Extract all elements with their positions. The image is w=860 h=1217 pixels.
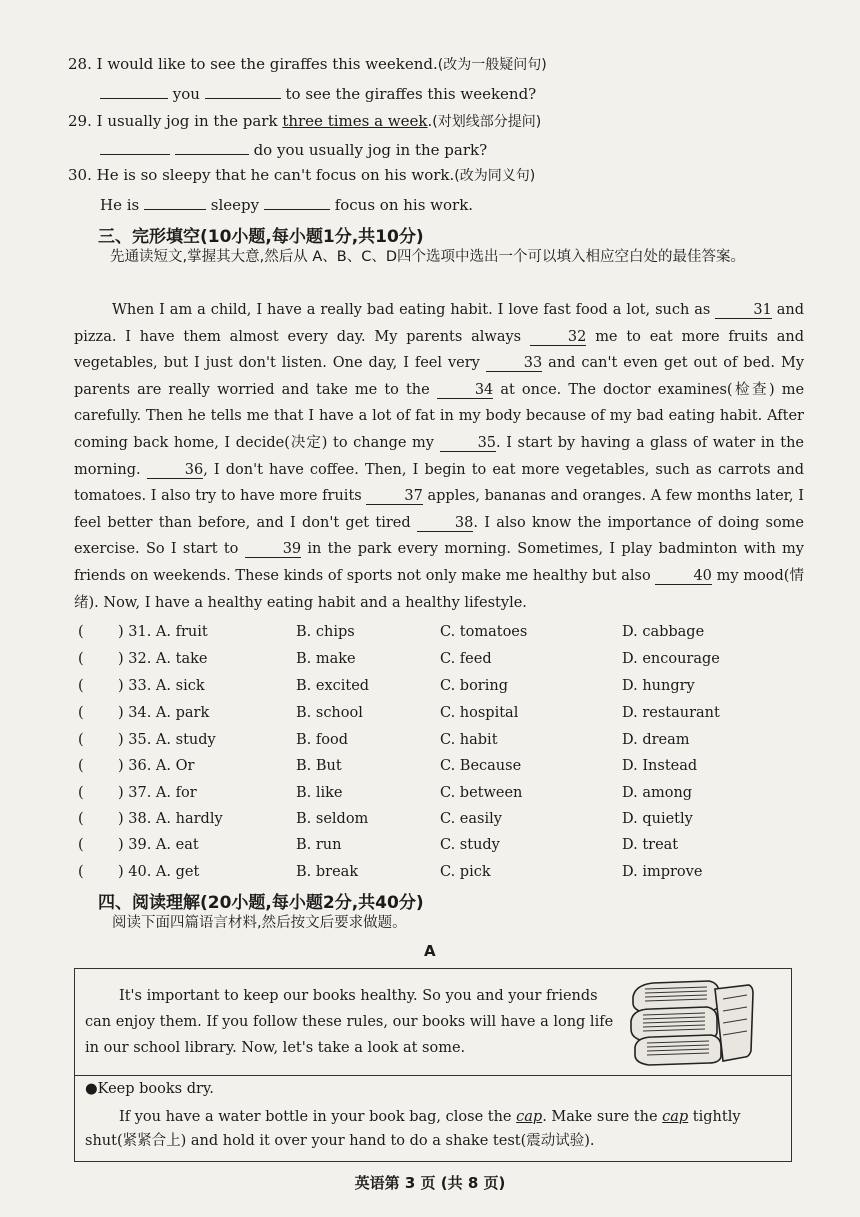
blank-36[interactable]: 36 [147, 462, 203, 479]
q28-blank-2[interactable] [205, 84, 281, 99]
q28-blank-1[interactable] [100, 84, 168, 99]
option-d[interactable]: D. improve [622, 864, 703, 880]
option-row-35 [74, 732, 814, 754]
q28-rest: to see the giraffes this weekend? [285, 85, 537, 103]
q29-blank-2[interactable] [175, 140, 249, 155]
answer-paren[interactable]: ( [78, 624, 84, 640]
keyword-cap: cap [516, 1109, 543, 1125]
answer-paren[interactable]: ( [78, 837, 84, 853]
option-b[interactable]: B. run [296, 837, 342, 853]
q28-word-you: you [172, 85, 200, 103]
option-row-38 [74, 811, 814, 833]
rule1-text-a: If you have a water bottle in your book bag, close the [119, 1109, 517, 1125]
option-a[interactable]: ) 34. A. park [118, 705, 210, 721]
option-row-33 [74, 678, 814, 700]
option-a[interactable]: ) 39. A. eat [118, 837, 199, 853]
option-c[interactable]: C. tomatoes [440, 624, 528, 640]
option-d[interactable]: D. encourage [622, 651, 720, 667]
section3-title: 三、完形填空(10小题,每小题1分,共10分) [98, 227, 424, 247]
passage-text-11: my mood(情绪). Now, I have a healthy eating habit and a healthy lifestyle. [74, 567, 805, 611]
q30-sentence: 30. He is so sleepy that he can't focus on his work. [68, 166, 455, 184]
option-a[interactable]: ) 37. A. for [118, 785, 197, 801]
option-row-40 [74, 864, 814, 886]
answer-paren[interactable]: ( [78, 811, 84, 827]
q30-rest: focus on his work. [334, 196, 474, 214]
option-c[interactable]: C. pick [440, 864, 491, 880]
option-a[interactable]: ) 31. A. fruit [118, 624, 208, 640]
passage-text-1: When I am a child, I have a really bad eating habit. I love fast food a lot, such as [112, 302, 711, 318]
q29-prompt [68, 111, 541, 132]
option-b[interactable]: B. But [296, 758, 342, 774]
option-row-32 [74, 651, 814, 673]
answer-paren[interactable]: ( [78, 785, 84, 801]
blank-39[interactable]: 39 [245, 541, 301, 558]
q29-sentence-a: 29. I usually jog in the park [68, 112, 283, 130]
q29-underlined: three times a week [282, 112, 428, 130]
answer-paren[interactable]: ( [78, 705, 84, 721]
passage-text-7: , I don't have coffee. Then, I begin to eat more vegetables, such as carrots and tomatoes. I also try to have more fruits [74, 461, 805, 505]
passage-text-2: and pizza. I have them almost every day. My parents always [74, 302, 805, 345]
section3-instruction: 先通读短文,掌握其大意,然后从 A、B、C、D四个选项中选出一个可以填入相应空白处的最佳答案。 [110, 249, 745, 265]
q29-sentence-b: . [427, 112, 433, 130]
answer-paren[interactable]: ( [78, 864, 84, 880]
option-c[interactable]: C. boring [440, 678, 508, 694]
passage-text-5: at once. The doctor examines(检查) me carefully. Then he tells me that I have a lot of fat in my body because of my bad eating habit. After coming back home, I decide(决定) to change my [74, 381, 805, 451]
answer-paren[interactable]: ( [78, 678, 84, 694]
q29-answer-line [100, 140, 487, 160]
blank-35[interactable]: 35 [440, 435, 496, 452]
stacked-books-icon [627, 975, 757, 1069]
blank-34[interactable]: 34 [437, 382, 493, 399]
q28-sentence: 28. I would like to see the giraffes this weekend. [68, 55, 438, 73]
option-d[interactable]: D. cabbage [622, 624, 705, 640]
q30-sleepy: sleepy [210, 196, 260, 214]
option-row-36 [74, 758, 814, 780]
q28-prompt [68, 54, 547, 75]
option-c[interactable]: C. study [440, 837, 500, 853]
blank-37[interactable]: 37 [366, 488, 422, 505]
option-c[interactable]: C. habit [440, 732, 498, 748]
cloze-passage [74, 297, 804, 616]
option-row-34 [74, 705, 814, 727]
passage-text-8: apples, bananas and oranges. A few months later, I feel better than before, and I don't get tired [74, 488, 804, 531]
option-d[interactable]: D. restaurant [622, 705, 720, 721]
q30-blank-2[interactable] [264, 195, 330, 210]
answer-paren[interactable]: ( [78, 651, 84, 667]
rule1-body [85, 1105, 781, 1153]
option-b[interactable]: B. school [296, 705, 363, 721]
option-a[interactable]: ) 40. A. get [118, 864, 200, 880]
option-d[interactable]: D. dream [622, 732, 690, 748]
q30-he-is: He is [100, 196, 140, 214]
option-d[interactable]: D. quietly [622, 811, 693, 827]
q30-note: (改为同义句) [454, 168, 536, 184]
option-c[interactable]: C. easily [440, 811, 502, 827]
option-a[interactable]: ) 35. A. study [118, 732, 216, 748]
option-c[interactable]: C. hospital [440, 705, 519, 721]
option-c[interactable]: C. feed [440, 651, 492, 667]
blank-31[interactable]: 31 [715, 302, 771, 319]
option-a[interactable]: ) 38. A. hardly [118, 811, 223, 827]
q29-note: (对划线部分提问) [432, 114, 542, 130]
option-b[interactable]: B. chips [296, 624, 355, 640]
option-c[interactable]: C. between [440, 785, 523, 801]
passage-letter: A [424, 942, 436, 960]
rule1-title: ●Keep books dry. [85, 1081, 214, 1097]
option-c[interactable]: C. Because [440, 758, 522, 774]
option-a[interactable]: ) 32. A. take [118, 651, 208, 667]
q29-rest: do you usually jog in the park? [253, 141, 488, 159]
section4-instruction: 阅读下面四篇语言材料,然后按文后要求做题。 [112, 915, 407, 931]
blank-38[interactable]: 38 [417, 515, 473, 532]
q28-answer-line [100, 84, 536, 104]
option-b[interactable]: B. seldom [296, 811, 369, 827]
q30-prompt [68, 165, 535, 186]
option-a[interactable]: ) 33. A. sick [118, 678, 205, 694]
option-row-37 [74, 785, 814, 807]
passage-text-6: . I start by having a glass of water in the morning. [74, 434, 805, 478]
option-d[interactable]: D. among [622, 785, 693, 801]
option-b[interactable]: B. like [296, 785, 343, 801]
option-b[interactable]: B. food [296, 732, 348, 748]
option-row-31 [74, 624, 814, 646]
passage-text-9: . I also know the importance of doing some exercise. So I start to [74, 514, 805, 558]
keyword-cap: cap [662, 1109, 689, 1125]
q30-answer-line [100, 195, 473, 215]
page-footer: 英语第 3 页 (共 8 页) [354, 1174, 506, 1192]
option-a[interactable]: ) 36. A. Or [118, 758, 195, 774]
passage-text-10: in the park every morning. Sometimes, I play badminton with my friends on weekends. These kinds of sports not only make me healthy but also [74, 541, 804, 584]
reading-a-intro-panel [75, 969, 791, 1076]
blank-32[interactable]: 32 [530, 329, 586, 346]
rule1-text-b: . Make sure the [542, 1109, 663, 1125]
option-b[interactable]: B. make [296, 651, 356, 667]
section4-title: 四、阅读理解(20小题,每小题2分,共40分) [98, 893, 424, 913]
q28-note: (改为一般疑问句) [437, 57, 547, 73]
option-b[interactable]: B. break [296, 864, 359, 880]
rule1-text-c: tightly shut(紧紧合上) and hold it over your hand to do a shake test(震动试验). [85, 1109, 741, 1149]
option-b[interactable]: B. excited [296, 678, 370, 694]
option-d[interactable]: D. hungry [622, 678, 695, 694]
passage-text-3: me to eat more fruits and vegetables, but I just don't listen. One day, I feel very [74, 328, 804, 372]
q29-blank-1[interactable] [100, 140, 170, 155]
option-d[interactable]: D. treat [622, 837, 679, 853]
blank-40[interactable]: 40 [655, 568, 711, 585]
q30-blank-1[interactable] [144, 195, 206, 210]
reading-a-intro: It's important to keep our books healthy. So you and your friends can enjoy them. If you follow these rules, our books will have a long life in our school library. Now, let's take a look at some. [85, 988, 614, 1056]
option-row-39 [74, 837, 814, 859]
reading-a-box [74, 968, 792, 1162]
blank-33[interactable]: 33 [486, 355, 542, 372]
passage-text-4: and can't even get out of bed. My parents are really worried and take me to the [74, 355, 805, 398]
answer-paren[interactable]: ( [78, 732, 84, 748]
option-d[interactable]: D. Instead [622, 758, 698, 774]
answer-paren[interactable]: ( [78, 758, 84, 774]
